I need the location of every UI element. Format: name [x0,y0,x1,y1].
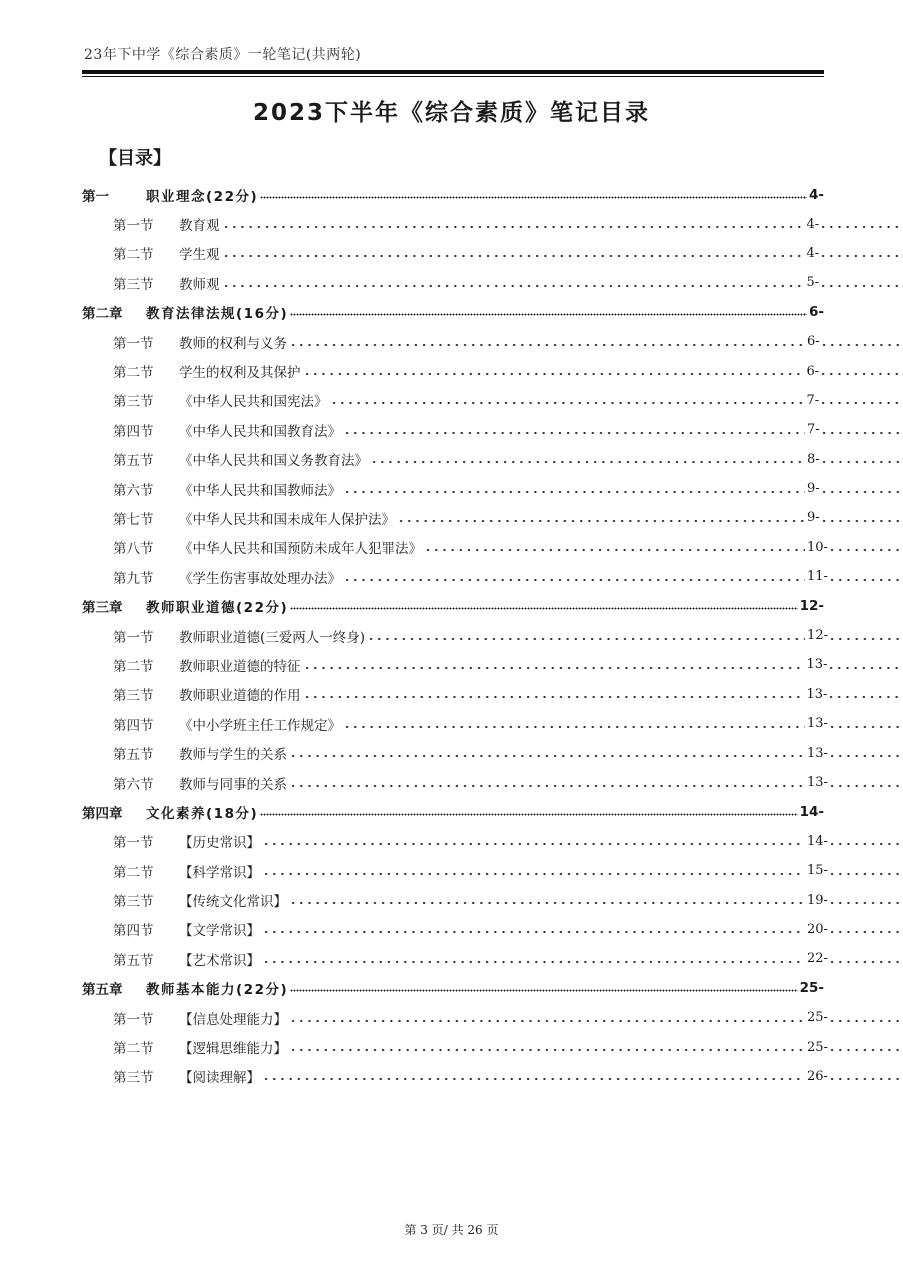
section-title: 【信息处理能力】 [179,1011,287,1028]
toc-section-entry[interactable] [0,1062,903,1091]
toc-section-entry[interactable] [0,768,903,797]
dot-leader-trailing [819,276,903,290]
section-number: 第七节 [113,511,154,528]
section-number: 第八节 [113,541,154,558]
dot-leader [397,511,805,525]
section-number: 第一节 [113,218,154,235]
dot-leader-trailing [828,952,903,966]
section-page-number: 4- [806,245,820,261]
header-rule-thin [82,76,824,77]
dot-leader [260,188,807,202]
toc-chapter-entry[interactable] [0,298,824,327]
chapter-page-number: 12- [799,598,824,615]
page-footer: 第 3 页/ 共 26 页 [404,1223,499,1237]
dot-leader [262,952,805,966]
dot-leader-trailing [819,364,903,378]
section-number: 第一节 [113,1011,154,1028]
toc-section-entry[interactable] [0,915,903,944]
dot-leader [370,452,805,466]
toc-section-entry[interactable] [0,503,903,532]
section-title: 教师职业道德的作用 [179,688,301,705]
section-page-number: 7- [807,422,820,438]
dot-leader-trailing [820,482,903,496]
section-title: 【文学常识】 [179,923,260,940]
toc-section-entry[interactable] [0,445,903,474]
section-number: 第九节 [113,570,154,587]
toc-chapter-entry[interactable] [0,974,824,1003]
section-title: 教师与学生的关系 [179,747,287,764]
section-title: 教师观 [179,276,220,293]
toc-section-entry[interactable] [0,1003,903,1032]
section-title: 《中小学班主任工作规定》 [179,717,341,734]
section-number: 第三节 [113,394,154,411]
toc-section-entry[interactable] [0,709,903,738]
dot-leader [289,893,805,907]
section-page-number: 6- [807,334,820,350]
chapter-page-number: 14- [799,803,824,820]
dot-leader-trailing [828,922,903,936]
dot-leader [289,1011,805,1025]
dot-leader-trailing [828,834,903,848]
section-page-number: 13- [807,775,828,790]
section-page-number: 25- [807,1039,828,1055]
section-title: 学生的权利及其保护 [179,365,301,382]
dot-leader-trailing [828,864,903,878]
section-title: 【阅读理解】 [179,1070,260,1087]
section-page-number: 26- [807,1068,828,1084]
dot-leader [290,981,797,995]
section-number: 第二节 [113,365,154,382]
document-title: 2023下半年《综合素质》笔记目录 [252,100,650,126]
chapter-number: 第四章 [82,805,123,822]
section-page-number: 8- [807,451,820,467]
section-page-number: 13- [807,745,828,761]
toc-section-entry[interactable] [0,885,903,914]
section-number: 第四节 [113,423,154,440]
chapter-number: 第一 [82,188,109,205]
dot-leader-trailing [828,1069,903,1083]
toc-section-entry[interactable] [0,356,903,385]
toc-section-entry[interactable] [0,856,903,885]
dot-leader-trailing [820,423,903,437]
dot-leader-trailing [828,893,903,907]
dot-leader-trailing [819,393,903,407]
toc-section-entry[interactable] [0,680,903,709]
section-page-number: 15- [807,863,828,879]
toc-section-entry[interactable] [0,327,903,356]
dot-leader [289,335,805,349]
toc-label: 【目录】 [99,148,171,169]
running-header-title: 23年下中学《综合素质》一轮笔记(共两轮) [84,47,362,63]
section-title: 《中华人民共和国预防未成年人犯罪法》 [179,541,422,558]
dot-leader [343,717,805,731]
toc-section-entry[interactable] [0,738,903,767]
section-title: 教师职业道德(三爱两人一终身) [179,629,366,646]
dot-leader-trailing [820,511,903,525]
dot-leader [262,922,805,936]
dot-leader [289,1040,805,1054]
dot-leader [222,276,805,290]
toc-section-entry[interactable] [0,827,903,856]
dot-leader [303,364,805,378]
dot-leader [289,746,805,760]
dot-leader-trailing [820,335,903,349]
section-title: 《中华人民共和国义务教育法》 [179,453,368,470]
toc-section-entry[interactable] [0,621,903,650]
section-number: 第二节 [113,247,154,264]
section-page-number: 22- [807,951,828,967]
section-title: 教育观 [179,218,220,235]
dot-leader-trailing [828,746,903,760]
section-page-number: 4- [806,216,820,232]
toc-section-entry[interactable] [0,1032,903,1061]
section-number: 第六节 [113,776,154,793]
toc-section-entry[interactable] [0,533,903,562]
dot-leader-trailing [827,687,903,701]
section-title: 【科学常识】 [179,864,260,881]
dot-leader [367,629,805,643]
section-title: 【逻辑思维能力】 [179,1041,287,1058]
toc-section-entry[interactable] [0,268,903,297]
dot-leader-trailing [828,1040,903,1054]
dot-leader-trailing [828,776,903,790]
section-number: 第四节 [113,923,154,940]
dot-leader [343,423,805,437]
section-number: 第三节 [113,688,154,705]
chapter-page-number: 25- [799,980,824,997]
section-number: 第五节 [113,952,154,969]
dot-leader [290,305,807,319]
chapter-number: 第二章 [82,306,123,323]
section-number: 第二节 [113,658,154,675]
toc-section-entry[interactable] [0,209,903,238]
toc-section-entry[interactable] [0,474,903,503]
section-page-number: 25- [807,1010,828,1026]
section-number: 第三节 [113,276,154,293]
section-number: 第一节 [113,629,154,646]
header-rule-thick [82,70,824,74]
section-number: 第三节 [113,894,154,911]
section-title: 《中华人民共和国未成年人保护法》 [179,511,395,528]
toc-section-entry[interactable] [0,239,903,268]
dot-leader [222,217,805,231]
dot-leader-trailing [828,540,903,554]
dot-leader [303,658,805,672]
dot-leader [262,834,805,848]
section-title: 《学生伤害事故处理办法》 [179,570,341,587]
dot-leader [262,1069,805,1083]
chapter-title: 文化素养(18分) [146,805,259,822]
section-title: 《中华人民共和国教师法》 [179,482,341,499]
section-title: 【历史常识】 [179,835,260,852]
dot-leader-trailing [828,1011,903,1025]
dot-leader-trailing [820,452,903,466]
section-page-number: 20- [807,921,828,937]
dot-leader-trailing [828,717,903,731]
chapter-title: 职业理念(22分) [146,188,259,205]
section-number: 第一节 [113,835,154,852]
dot-leader [290,599,797,613]
toc-section-entry[interactable] [0,386,903,415]
dot-leader-trailing [828,570,903,584]
section-title: 教师的权利与义务 [179,335,287,352]
section-number: 第一节 [113,335,154,352]
toc-section-entry[interactable] [0,944,903,973]
dot-leader [289,776,805,790]
dot-leader-trailing [828,629,903,643]
section-title: 【传统文化常识】 [179,894,287,911]
toc-chapter-entry[interactable] [0,591,824,620]
section-page-number: 9- [807,481,820,497]
chapter-title: 教师职业道德(22分) [146,600,289,617]
chapter-page-number: 4- [809,186,824,203]
section-title: 【艺术常识】 [179,952,260,969]
section-page-number: 13- [806,686,828,702]
dot-leader-trailing [827,658,903,672]
section-number: 第二节 [113,1041,154,1058]
section-page-number: 5- [806,275,820,291]
section-title: 《中华人民共和国宪法》 [179,394,328,411]
section-page-number: 19- [807,892,828,908]
dot-leader [262,864,805,878]
dot-leader [260,805,797,819]
section-page-number: 10- [807,539,828,555]
table-of-contents [0,180,903,1091]
chapter-number: 第五章 [82,982,123,999]
toc-chapter-entry[interactable] [0,797,824,826]
section-page-number: 7- [806,392,820,408]
section-number: 第五节 [113,453,154,470]
dot-leader [330,393,805,407]
section-title: 《中华人民共和国教育法》 [179,423,341,440]
section-number: 第四节 [113,717,154,734]
section-page-number: 14- [807,833,828,849]
dot-leader [343,482,805,496]
toc-section-entry[interactable] [0,415,903,444]
section-page-number: 13- [806,657,828,673]
section-page-number: 11- [807,569,828,585]
chapter-title: 教育法律法规(16分) [146,306,289,323]
dot-leader-trailing [819,246,903,260]
section-number: 第二节 [113,864,154,881]
toc-chapter-entry[interactable] [0,180,824,209]
section-page-number: 6- [806,363,820,379]
section-title: 教师职业道德的特征 [179,658,301,675]
section-page-number: 13- [807,716,828,732]
dot-leader [303,687,805,701]
section-number: 第五节 [113,747,154,764]
dot-leader [343,570,805,584]
toc-section-entry[interactable] [0,650,903,679]
chapter-title: 教师基本能力(22分) [146,982,289,999]
section-title: 学生观 [179,247,220,264]
section-title: 教师与同事的关系 [179,776,287,793]
section-number: 第六节 [113,482,154,499]
chapter-number: 第三章 [82,600,123,617]
section-page-number: 12- [807,628,828,644]
dot-leader-trailing [819,217,903,231]
toc-section-entry[interactable] [0,562,903,591]
section-number: 第三节 [113,1070,154,1087]
dot-leader [424,540,805,554]
section-page-number: 9- [807,510,820,526]
chapter-page-number: 6- [809,304,824,321]
dot-leader [222,246,805,260]
